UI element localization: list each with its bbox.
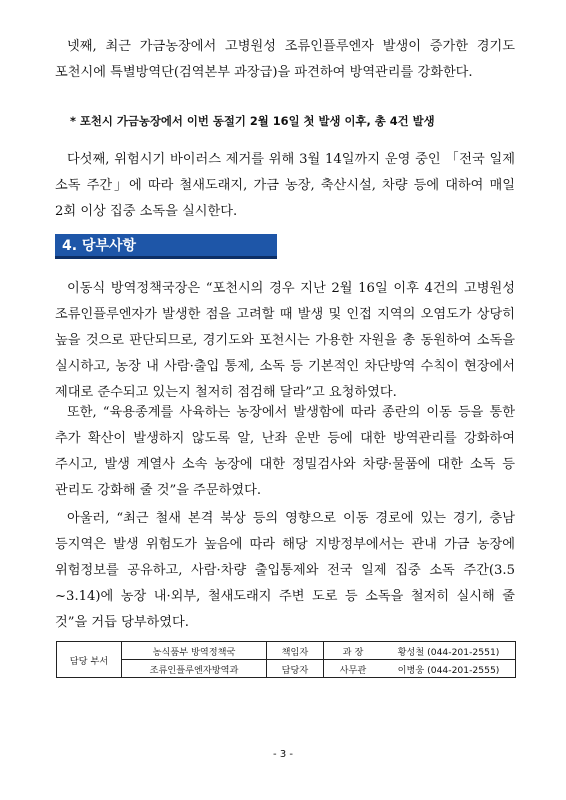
paragraph-director-request: 이동식 방역정책국장은 “포천시의 경우 지난 2월 16일 이후 4건의 고병원성 조류인플루엔자가 발생한 점을 고려할 때 발생 및 인접 지역의 오염도가 상당히 높을 것으로 판단되므로, 경기도와 포천시는 가용한 자원을 총 동원하여 소독을 실시하고, 농장 내 사람·출입 통제, 소독 등 기본적인 차단방역 수칙이 현장에서 제대로 준수되고 있는지 철저히 점검해 달라”고 요청하였다. [55,281,515,400]
footnote-pocheon-outbreaks: * 포천시 가금농장에서 이번 동절기 2월 16일 첫 발생 이후, 총 4건 발생 [70,114,435,128]
name-officer-cell: 이병웅 (044-201-2555) [382,660,516,678]
paragraph-final-request: 아울러, “최근 철새 본격 북상 등의 영향으로 이동 경로에 있는 경기, 충남 등지역은 발생 위험도가 높음에 따라 해당 지방정부에서는 관내 가금 농장에 위험정보를 공유하고, 사람·차량 출입통제와 전국 일제 집중 소독 주간(3.5 ~3.14)에 농장 내·외부, 철새도래지 주변 도로 등 소독을 철저히 실시해 줄 것”을 거듭 당부하였다. [55,511,515,630]
role-officer-cell: 담당자 [267,660,324,678]
dept-division-cell: 조류인플루엔자방역과 [122,660,267,678]
role-manager-cell: 책임자 [267,642,324,660]
title-officer-cell: 사무관 [324,660,383,678]
paragraph-fifth-measure: 다섯째, 위험시기 바이러스 제거를 위해 3월 14일까지 운영 중인 「전국 일제 소독 주간」에 따라 철새도래지, 가금 농장, 축산시설, 차량 등에 대하여 매일 2회 이상 집중 소독을 실시한다. [55,152,515,219]
section-header [55,234,277,259]
name-manager-cell: 황성철 (044-201-2551) [382,642,516,660]
title-manager-cell: 과 장 [324,642,383,660]
page-number: - 3 - [273,749,293,760]
contact-table [56,641,516,678]
dept-label-cell: 담당 부서 [57,642,122,678]
contact-row-manager [57,642,516,660]
paragraph-fourth-measure: 넷째, 최근 가금농장에서 고병원성 조류인플루엔자 발생이 증가한 경기도 포천시에 특별방역단(검역본부 과장급)을 파견하여 방역관리를 강화한다. [55,39,515,80]
paragraph-additional-order: 또한, “육용종계를 사육하는 농장에서 발생함에 따라 종란의 이동 등을 통한 추가 확산이 발생하지 않도록 알, 난좌 운반 등에 대한 방역관리를 강화하여 주시고, 발생 계열사 소속 농장에 대한 정밀검사와 차량·물품에 대한 소독 등 관리도 강화해 줄 것”을 주문하였다. [55,405,515,498]
dept-name-cell: 농식품부 방역정책국 [122,642,267,660]
section-title: 4. 당부사항 [62,238,137,254]
contact-row-officer [57,660,516,678]
